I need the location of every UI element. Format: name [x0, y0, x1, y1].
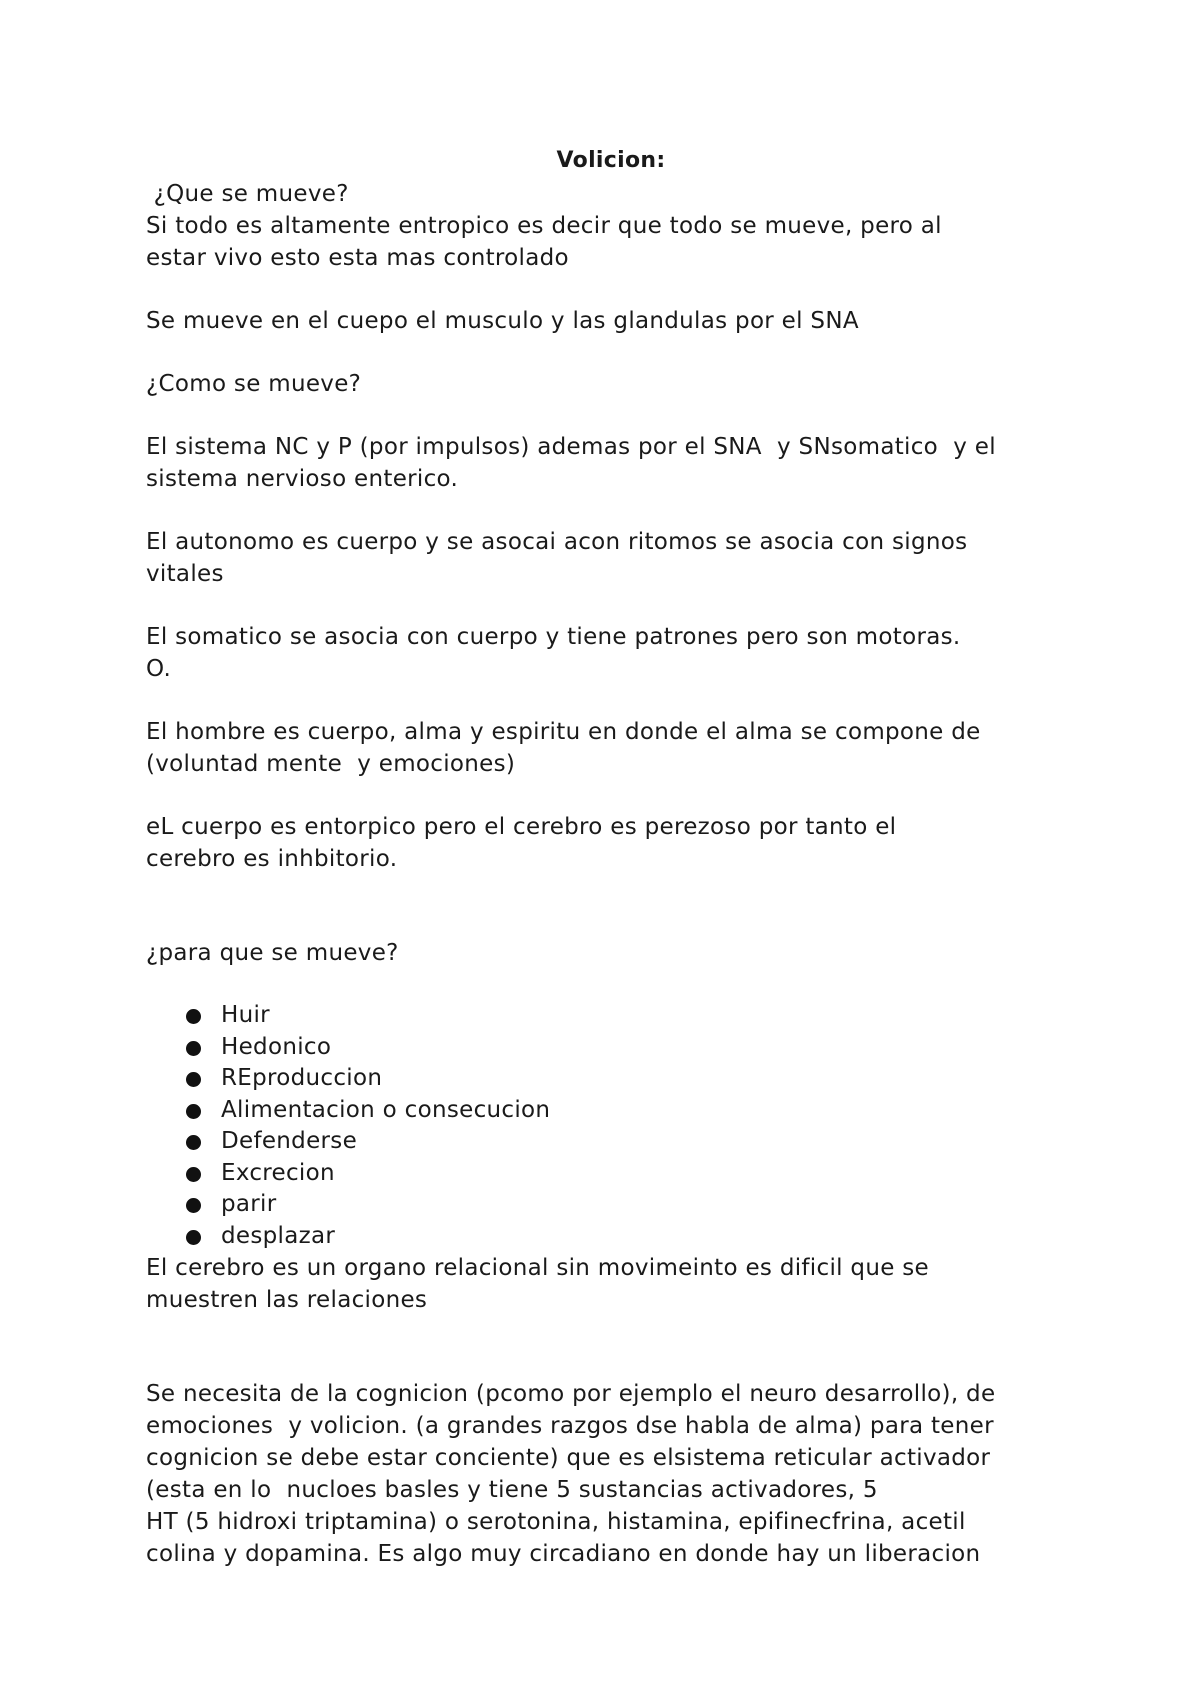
list-item	[186, 1189, 1076, 1221]
paragraph-line: Se necesita de la cognicion (pcomo por ejemplo el neuro desarrollo), de	[146, 1381, 996, 1407]
list-item-text: Alimentacion o consecucion	[221, 1096, 551, 1123]
paragraph-line: El hombre es cuerpo, alma y espiritu en donde el alma se compone de	[146, 719, 981, 745]
bullet-icon	[186, 1104, 201, 1119]
list-item	[186, 1126, 1076, 1158]
paragraph-line: cerebro es inhbitorio.	[146, 846, 398, 872]
document-body	[146, 146, 1076, 1570]
paragraph-line: vitales	[146, 561, 224, 587]
list-item-text: desplazar	[221, 1222, 336, 1249]
paragraph-line: El cerebro es un organo relacional sin movimeinto es dificil que se	[146, 1255, 930, 1281]
list-item	[186, 1032, 1076, 1064]
paragraph-cerebro-perezoso	[146, 811, 1076, 875]
paragraph-line: El sistema NC y P (por impulsos) ademas por el SNA y SNsomatico y el	[146, 434, 996, 460]
list-item-text: Huir	[221, 1002, 270, 1028]
list-item-text: Hedonico	[221, 1033, 332, 1060]
paragraph-line: colina y dopamina. Es algo muy circadiano en donde hay un liberacion	[146, 1541, 981, 1567]
paragraph-line: El autonomo es cuerpo y se asocai acon ritomos se asocia con signos	[146, 529, 968, 555]
paragraph-line: sistema nervioso enterico.	[146, 466, 459, 492]
paragraph-line: O.	[146, 656, 172, 682]
paragraph-cognicion	[146, 1378, 1076, 1570]
list-item-text: Excrecion	[221, 1159, 335, 1186]
bullet-icon	[186, 1230, 201, 1245]
bullet-icon	[186, 1167, 201, 1182]
paragraph-line: El somatico se asocia con cuerpo y tiene patrones pero son motoras.	[146, 624, 961, 650]
paragraph-somatico	[146, 621, 1076, 685]
list-item	[186, 1000, 1076, 1032]
bullet-icon	[186, 1009, 201, 1024]
question-que-se-mueve: ¿Que se mueve?	[146, 181, 349, 207]
page-title: Volicion:	[556, 148, 666, 173]
paragraph-organo-relacional	[146, 1252, 1076, 1316]
question-como-se-mueve: ¿Como se mueve?	[146, 371, 362, 397]
paragraph-entropia	[146, 210, 1076, 274]
paragraph-sistema-nervioso	[146, 431, 1076, 495]
list-item-text: Defenderse	[221, 1128, 358, 1154]
list-item	[186, 1158, 1076, 1190]
paragraph-line: (esta en lo nucloes basles y tiene 5 sustancias activadores, 5	[146, 1477, 878, 1503]
paragraph-musculo: Se mueve en el cuepo el musculo y las glandulas por el SNA	[146, 308, 859, 334]
question-para-que-se-mueve: ¿para que se mueve?	[146, 940, 399, 966]
paragraph-hombre	[146, 716, 1076, 780]
bullet-icon	[186, 1072, 201, 1087]
bullet-icon	[186, 1198, 201, 1213]
list-item	[186, 1063, 1076, 1095]
paragraph-line: HT (5 hidroxi triptamina) o serotonina, histamina, epifinecfrina, acetil	[146, 1509, 966, 1535]
paragraph-line: eL cuerpo es entorpico pero el cerebro es perezoso por tanto el	[146, 814, 897, 840]
paragraph-line: estar vivo esto esta mas controlado	[146, 245, 569, 271]
list-item	[186, 1221, 1076, 1253]
bullet-icon	[186, 1135, 201, 1150]
paragraph-line: muestren las relaciones	[146, 1287, 428, 1313]
paragraph-line: cognicion se debe estar conciente) que es elsistema reticular activador	[146, 1445, 991, 1471]
list-item	[186, 1095, 1076, 1127]
paragraph-line: emociones y volicion. (a grandes razgos dse habla de alma) para tener	[146, 1413, 994, 1439]
paragraph-line: Si todo es altamente entropico es decir que todo se mueve, pero al	[146, 213, 942, 239]
paragraph-autonomo	[146, 526, 1076, 590]
bullet-list	[146, 1000, 1076, 1252]
list-item-text: parir	[221, 1191, 277, 1217]
bullet-icon	[186, 1041, 201, 1056]
list-item-text: REproduccion	[221, 1065, 383, 1091]
paragraph-line: (voluntad mente y emociones)	[146, 751, 516, 777]
